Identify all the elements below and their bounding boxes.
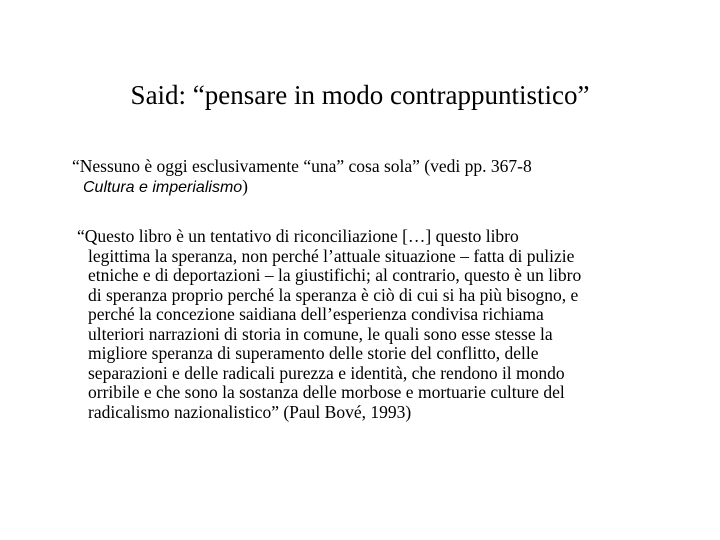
quote-line: separazioni e delle radicali purezza e identità, che rendono il mondo bbox=[88, 362, 565, 383]
quote-line: migliore speranza di superamento delle storie del conflitto, delle bbox=[88, 343, 539, 363]
quote-line: legittima la speranza, non perché l’attuale situazione – fatta di pulizie bbox=[88, 245, 575, 266]
closing-paren: ) bbox=[242, 175, 248, 196]
paragraph-nessuno bbox=[72, 157, 532, 197]
quote-line: ulteriori narrazioni di storia in comune, le quali sono esse stesse la bbox=[88, 323, 553, 344]
quote-line: orribile e che sono la sostanza delle morbose e mortuarie culture del bbox=[88, 382, 565, 402]
paragraph-quote-bove bbox=[77, 227, 581, 422]
quote-line: radicalismo nazionalistico” (Paul Bové, 1993) bbox=[88, 401, 412, 422]
quote-line: “Questo libro è un tentativo di riconciliazione […] questo libro bbox=[77, 226, 519, 246]
quote-line: di speranza proprio perché la speranza è ciò di cui si ha più bisogno, e bbox=[88, 284, 579, 305]
quote-line: etniche e di deportazioni – la giustifichi; al contrario, questo è un libro bbox=[88, 265, 582, 285]
paragraph-line: “Nessuno è oggi esclusivamente “una” cosa sola” (vedi pp. 367-8 bbox=[72, 156, 532, 176]
slide-title: Said: “pensare in modo contrappuntistico” bbox=[130, 80, 590, 110]
book-title: Cultura e imperialismo bbox=[83, 178, 243, 196]
quote-line: perché la concezione saidiana dell’esperienza condivisa richiama bbox=[88, 304, 544, 324]
paragraph-line bbox=[72, 177, 532, 198]
